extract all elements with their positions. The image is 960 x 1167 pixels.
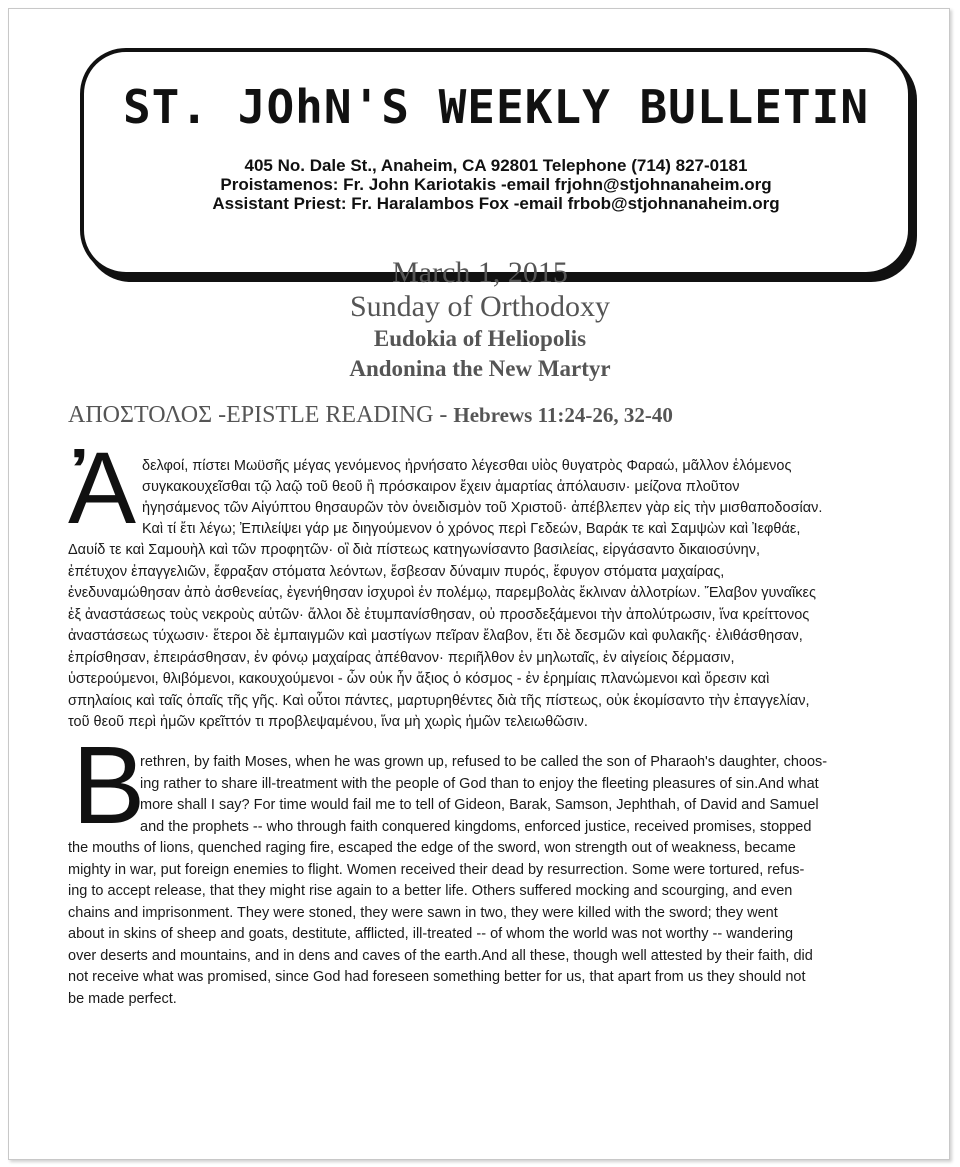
english-text-full	[68, 838, 908, 1010]
english-line: rethren, by faith Moses, when he was grown up, refused to be called the son of Pharaoh's daughter, choos-	[140, 754, 828, 770]
greek-line: τοῦ θεοῦ περὶ ἡμῶν κρεῖττόν τι προβλεψαμένου, ἵνα μὴ χωρὶς ἡμῶν τελειωθῶσιν.	[68, 714, 588, 730]
greek-text-full	[68, 540, 908, 734]
english-line: and the prophets -- who through faith conquered kingdoms, enforced justice, received promises, stopped	[140, 818, 812, 835]
greek-line: σπηλαίοις καὶ ταῖς ὀπαῖς τῆς γῆς. Καὶ οὗτοι πάντες, μαρτυρηθέντες διὰ τῆς πίστεως, οὐκ ἐκομίσαντο τὴν ἐπαγγελίαν,	[68, 692, 810, 709]
greek-drop-cap: Ἀ	[68, 431, 137, 545]
greek-line: ἐξ ἀναστάσεως τοὺς νεκροὺς αὐτῶν· ἄλλοι δὲ ἐτυμπανίσθησαν, οὐ προσδεξάμενοι τὴν ἀπολύτρωσιν, ἵνα κρείττονος	[68, 606, 810, 623]
bulletin-date: March 1, 2015	[392, 256, 568, 289]
greek-line: ὑστερούμενοι, θλιβόμενοι, κακουχούμενοι - ὧν οὐκ ἦν ἄξιος ὁ κόσμος - ἐν ἐρημίαις πλανώμενοι καὶ ὄρεσιν καὶ	[68, 671, 770, 687]
greek-line: Καὶ τί ἔτι λέγω; Ἐπιλείψει γάρ με διηγούμενον ὁ χρόνος περὶ Γεδεών, Βαράκ τε καὶ Σαμψὼν καὶ Ἰεφθάε,	[142, 521, 801, 537]
english-line: about in skins of sheep and goats, destitute, afflicted, ill-treated -- of whom the world was not worthy -- wandering	[68, 926, 794, 942]
english-line: be made perfect.	[68, 990, 177, 1007]
greek-line: ἐνεδυναμώθησαν ἀπὸ ἀσθενείας, ἐγενήθησαν ἰσχυροὶ ἐν πολέμῳ, παρεμβολὰς ἔκλιναν ἀλλοτρίων. Ἔλαβον γυναῖκες	[68, 585, 816, 601]
commemoration-2: Andonina the New Martyr	[349, 356, 611, 381]
proistamenos-line: Proistamenos: Fr. John Kariotakis -email frjohn@stjohnanaheim.org	[220, 175, 772, 194]
greek-line: δελφοί, πίστει Μωϋσῆς μέγας γενόμενος ἠρνήσατο λέγεσθαι υἱὸς θυγατρὸς Φαραώ, μᾶλλον ἑλόμενος	[142, 458, 792, 474]
assistant-priest-line: Assistant Priest: Fr. Haralambos Fox -email frbob@stjohnanaheim.org	[212, 194, 780, 213]
english-drop-cap: B	[72, 724, 146, 847]
english-line: not receive what was promised, since God had foreseen something better for us, that apart from us they should not	[68, 969, 806, 985]
epistle-label: ΑΠΟΣΤΟΛΟΣ -EPISTLE READING -	[68, 402, 454, 428]
english-line: chains and imprisonment. They were stoned, they were sawn in two, they were killed with the sword; they went	[68, 904, 778, 921]
commemoration-1: Eudokia of Heliopolis	[373, 326, 587, 351]
greek-line: ἀναστάσεως τύχωσιν· ἕτεροι δὲ ἐμπαιγμῶν καὶ μαστίγων πεῖραν ἔλαβον, ἔτι δὲ δεσμῶν καὶ φυλακῆς· ἐλιθάσθησαν,	[68, 628, 803, 644]
church-address: 405 No. Dale St., Anaheim, CA 92801 Telephone (714) 827-0181	[244, 156, 748, 175]
epistle-heading	[68, 402, 673, 429]
english-line: ing rather to share ill-treatment with the people of God than to enjoy the fleeting pleasures of sin.And what	[140, 775, 819, 792]
bulletin-title: ST. JOhN'S WEEKLY BULLETIN	[122, 80, 870, 134]
greek-line: ἡγησάμενος τῶν Αἰγύπτου θησαυρῶν τὸν ὀνειδισμὸν τοῦ Χριστοῦ· ἀπέβλεπεν γὰρ εἰς τὴν μισθαποδοσίαν.	[142, 500, 823, 516]
bulletin-masthead	[80, 48, 912, 276]
greek-line: Δαυίδ τε καὶ Σαμουὴλ καὶ τῶν προφητῶν· οἳ διὰ πίστεως κατηγωνίσαντο βασιλείας, εἰργάσαντο δικαιοσύνην,	[68, 542, 760, 558]
greek-line: ἐπέτυχον ἐπαγγελιῶν, ἔφραξαν στόματα λεόντων, ἔσβεσαν δύναμιν πυρός, ἔφυγον στόματα μαχαίρας,	[68, 563, 725, 580]
epistle-reference: Hebrews 11:24-26, 32-40	[453, 403, 673, 427]
english-text-wrapped	[140, 752, 900, 838]
english-line: more shall I say? For time would fail me to tell of Gideon, Barak, Samson, Jephthah, of David and Samuel	[140, 797, 819, 813]
english-line: mighty in war, put foreign enemies to flight. Women received their dead by resurrection. Some were tortured, refus-	[68, 861, 805, 878]
english-line: ing to accept release, that they might rise again to a better life. Others suffered mocking and scourging, and even	[68, 883, 793, 899]
english-line: over deserts and mountains, and in dens and caves of the earth.And all these, though well attested by their faith, did	[68, 947, 813, 964]
greek-text-wrapped	[142, 456, 912, 540]
feast-title: Sunday of Orthodoxy	[350, 290, 610, 323]
greek-line: ἐπρίσθησαν, ἐπειράσθησαν, ἐν φόνῳ μαχαίρας ἀπέθανον· περιῆλθον ἐν μηλωταῖς, ἐν αἰγείοις δέρμασιν,	[68, 649, 735, 666]
english-line: the mouths of lions, quenched raging fire, escaped the edge of the sword, won strength out of weakness, became	[68, 840, 796, 856]
contact-info	[84, 156, 908, 213]
greek-line: συγκακουχεῖσθαι τῷ λαῷ τοῦ θεοῦ ἢ πρόσκαιρον ἔχειν ἁμαρτίας ἀπόλαυσιν· μείζονα πλοῦτον	[142, 479, 740, 495]
